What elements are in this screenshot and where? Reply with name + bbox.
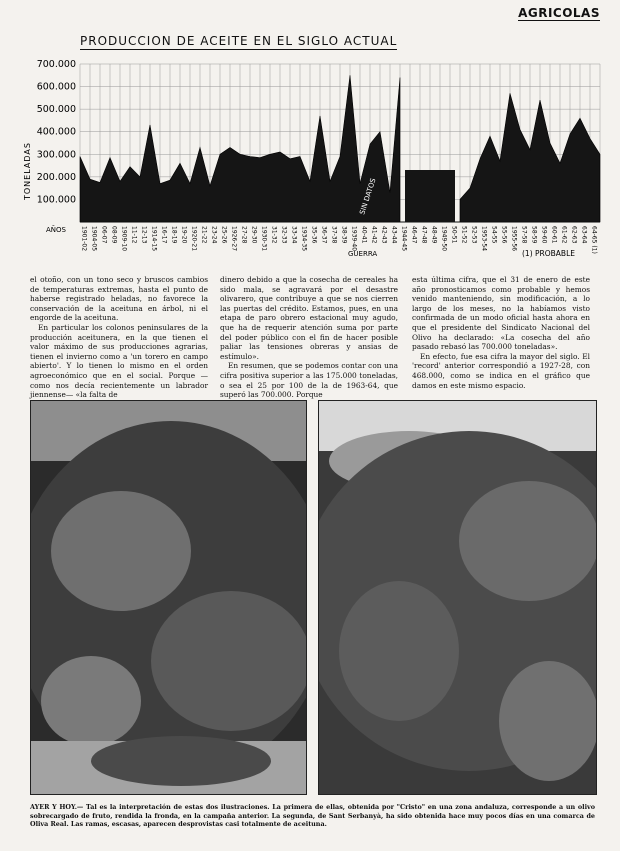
- y-tick-label: 400.000: [36, 126, 76, 138]
- x-tick-label: 43-44: [390, 226, 398, 244]
- x-tick-label: 1920-21: [190, 226, 198, 252]
- x-tick-label: 54-55: [490, 226, 498, 244]
- caption-text: Tal es la interpretación de estas dos ilustraciones. La primera de ellas, obtenida por "Cristo" en una zona andaluza, corresponde a un olivo sobrecargado de fruto, rendida la fronda, en la campaña anterior. La segunda, de Sant Serbanyà, ha sido obtenida hace muy pocos días en una comarca de Oliva Real. Las ramas, escasas, aparecen desprovistas casi totalmente de aceituna.: [30, 803, 595, 828]
- x-tick-label: 1901-02: [80, 226, 88, 252]
- x-tick-label: 11-12: [130, 226, 138, 244]
- x-tick-label: 58-59: [530, 226, 538, 244]
- paragraph: el otoño, con un tono seco y bruscos cambios de temperaturas extremas, hasta el punto de haberse registrado heladas, no favorece la conservación de la aceituna en árbol, ni el engorde de la aceituna.: [30, 275, 208, 323]
- x-tick-label: 1949-50: [440, 226, 448, 252]
- x-tick-label: 18-19: [170, 226, 178, 244]
- x-tick-label: 40-41: [360, 226, 368, 244]
- x-tick-label: 1930-31: [260, 226, 268, 252]
- x-tick-label: 61-62: [560, 226, 568, 244]
- x-tick-label: 1914-15: [150, 226, 158, 252]
- x-tick-label: 51-52: [460, 226, 468, 244]
- y-tick-label: 200.000: [36, 171, 76, 183]
- photo-caption: [30, 803, 595, 829]
- x-tick-label: 52-53: [470, 226, 478, 244]
- olive-oil-production-chart: [0, 50, 620, 265]
- y-tick-labels: [37, 59, 76, 205]
- x-tick-label: 21-22: [200, 226, 208, 244]
- x-tick-label: 1926-27: [230, 226, 238, 252]
- paragraph: En particular los colonos peninsulares de la producción aceitunera, en la que tienen el valor máximo de sus producciones agrarias, tienen el invierno como a 'un torero en campo abierto'. Y lo tienen lo mismo en el orden agroeconómico que en el social. Porque —como nos decía recientemente un labrador jiennense— «la falta de: [30, 322, 208, 400]
- y-tick-label: 100.000: [36, 194, 76, 206]
- x-tick-label: 33-34: [290, 226, 298, 244]
- y-tick-label: 600.000: [36, 81, 76, 93]
- x-tick-label: 64-65 (1): [590, 226, 598, 254]
- gap-note: SIN DATOS: [358, 177, 378, 216]
- x-tick-label: 59-60: [540, 226, 548, 244]
- olive-tree-image: [319, 401, 596, 794]
- x-tick-label: 1939-40: [350, 226, 358, 252]
- y-tick-label: 300.000: [36, 149, 76, 161]
- no-data-box: [405, 170, 455, 222]
- x-tick-label: 47-48: [420, 226, 428, 244]
- x-axis-label: AÑOS: [46, 226, 66, 234]
- x-tick-label: 1955-56: [510, 226, 518, 252]
- section-header: AGRICOLAS: [518, 6, 600, 20]
- x-tick-label: 38-39: [340, 226, 348, 244]
- article-column-1: [30, 275, 208, 400]
- x-tick-label: 60-61: [550, 226, 558, 244]
- x-tick-label: 48-49: [430, 226, 438, 244]
- x-tick-label: 57-58: [520, 226, 528, 244]
- x-tick-label: 46-47: [410, 226, 418, 244]
- photo-olive-tree-laden: [30, 400, 307, 795]
- x-tick-labels: [81, 226, 598, 254]
- x-tick-label: 37-38: [330, 226, 338, 244]
- x-tick-label: 31-32: [270, 226, 278, 244]
- x-tick-label: 32-33: [280, 226, 288, 244]
- x-tick-label: 19-20: [180, 226, 188, 244]
- paragraph: esta última cifra, que el 31 de enero de este año pronosticamos como probable y hemos venido manteniendo, sin modificación, a lo largo de los meses, no la habíamos visto confirmada de un modo oficial hasta ahora en que el presidente del Sindicato Nacional del Olivo ha declarado: «La cosecha del año pasado rebasó las 700.000 toneladas».: [412, 275, 590, 352]
- caption-lead: AYER Y HOY.—: [30, 803, 84, 811]
- x-tick-label: 1953-54: [480, 226, 488, 252]
- paragraph: En resumen, que se podemos contar con una cifra positiva superior a las 175.000 toneladas, o sea el 25 por 100 de la de 1963-64, que superó las 700.000. Porque: [220, 361, 398, 400]
- chart-title: PRODUCCION DE ACEITE EN EL SIGLO ACTUAL: [80, 34, 398, 48]
- x-tick-label: 63-64: [580, 226, 588, 244]
- x-tick-label: 41-42: [370, 226, 378, 244]
- x-tick-label: 23-24: [210, 226, 218, 244]
- x-tick-label: 55-56: [500, 226, 508, 244]
- article-column-2: [220, 275, 398, 400]
- photo-olive-tree-bare: [318, 400, 597, 795]
- x-tick-label: 62-63: [570, 226, 578, 244]
- x-tick-label: 06-07: [100, 226, 108, 244]
- x-tick-label: 12-13: [140, 226, 148, 244]
- probable-note: (1) PROBABLE: [522, 249, 575, 258]
- x-tick-label: 36-37: [320, 226, 328, 244]
- y-tick-label: 700.000: [36, 59, 76, 70]
- x-tick-label: 42-43: [380, 226, 388, 244]
- x-tick-label: 35-36: [310, 226, 318, 244]
- gap-label: GUERRA: [348, 250, 378, 258]
- x-tick-label: 08-09: [110, 226, 118, 244]
- olive-tree-image: [31, 401, 306, 794]
- x-tick-label: 50-51: [450, 226, 458, 244]
- x-tick-label: 1904-05: [90, 226, 98, 252]
- paragraph: dinero debido a que la cosecha de cereales ha sido mala, se agravará por el desastre olivarero, que contribuye a que se nos cierren las puertas del crédito. Estamos, pues, en una etapa de paro obrero estacional muy agudo, que ha de requerir atención suma por parte del poder público con el fin de hacer posible paliar las tensiones obreras y ansias de estímulo».: [220, 275, 398, 361]
- x-tick-label: 16-17: [160, 226, 168, 244]
- x-tick-label: 1944-45: [400, 226, 408, 252]
- x-tick-label: 1934-35: [300, 226, 308, 252]
- x-tick-label: 1909-10: [120, 226, 128, 252]
- x-tick-label: 27-28: [240, 226, 248, 244]
- y-tick-label: 500.000: [36, 104, 76, 116]
- paragraph: En efecto, fue esa cifra la mayor del siglo. El 'record' anterior correspondió a 1927-28, con 468.000, como se indica en el gráfico que damos en este mismo espacio.: [412, 351, 590, 390]
- x-tick-label: 25-26: [220, 226, 228, 244]
- y-axis-label: TONELADAS: [23, 142, 32, 200]
- x-tick-label: 29-30: [250, 226, 258, 244]
- article-column-3: [412, 275, 590, 390]
